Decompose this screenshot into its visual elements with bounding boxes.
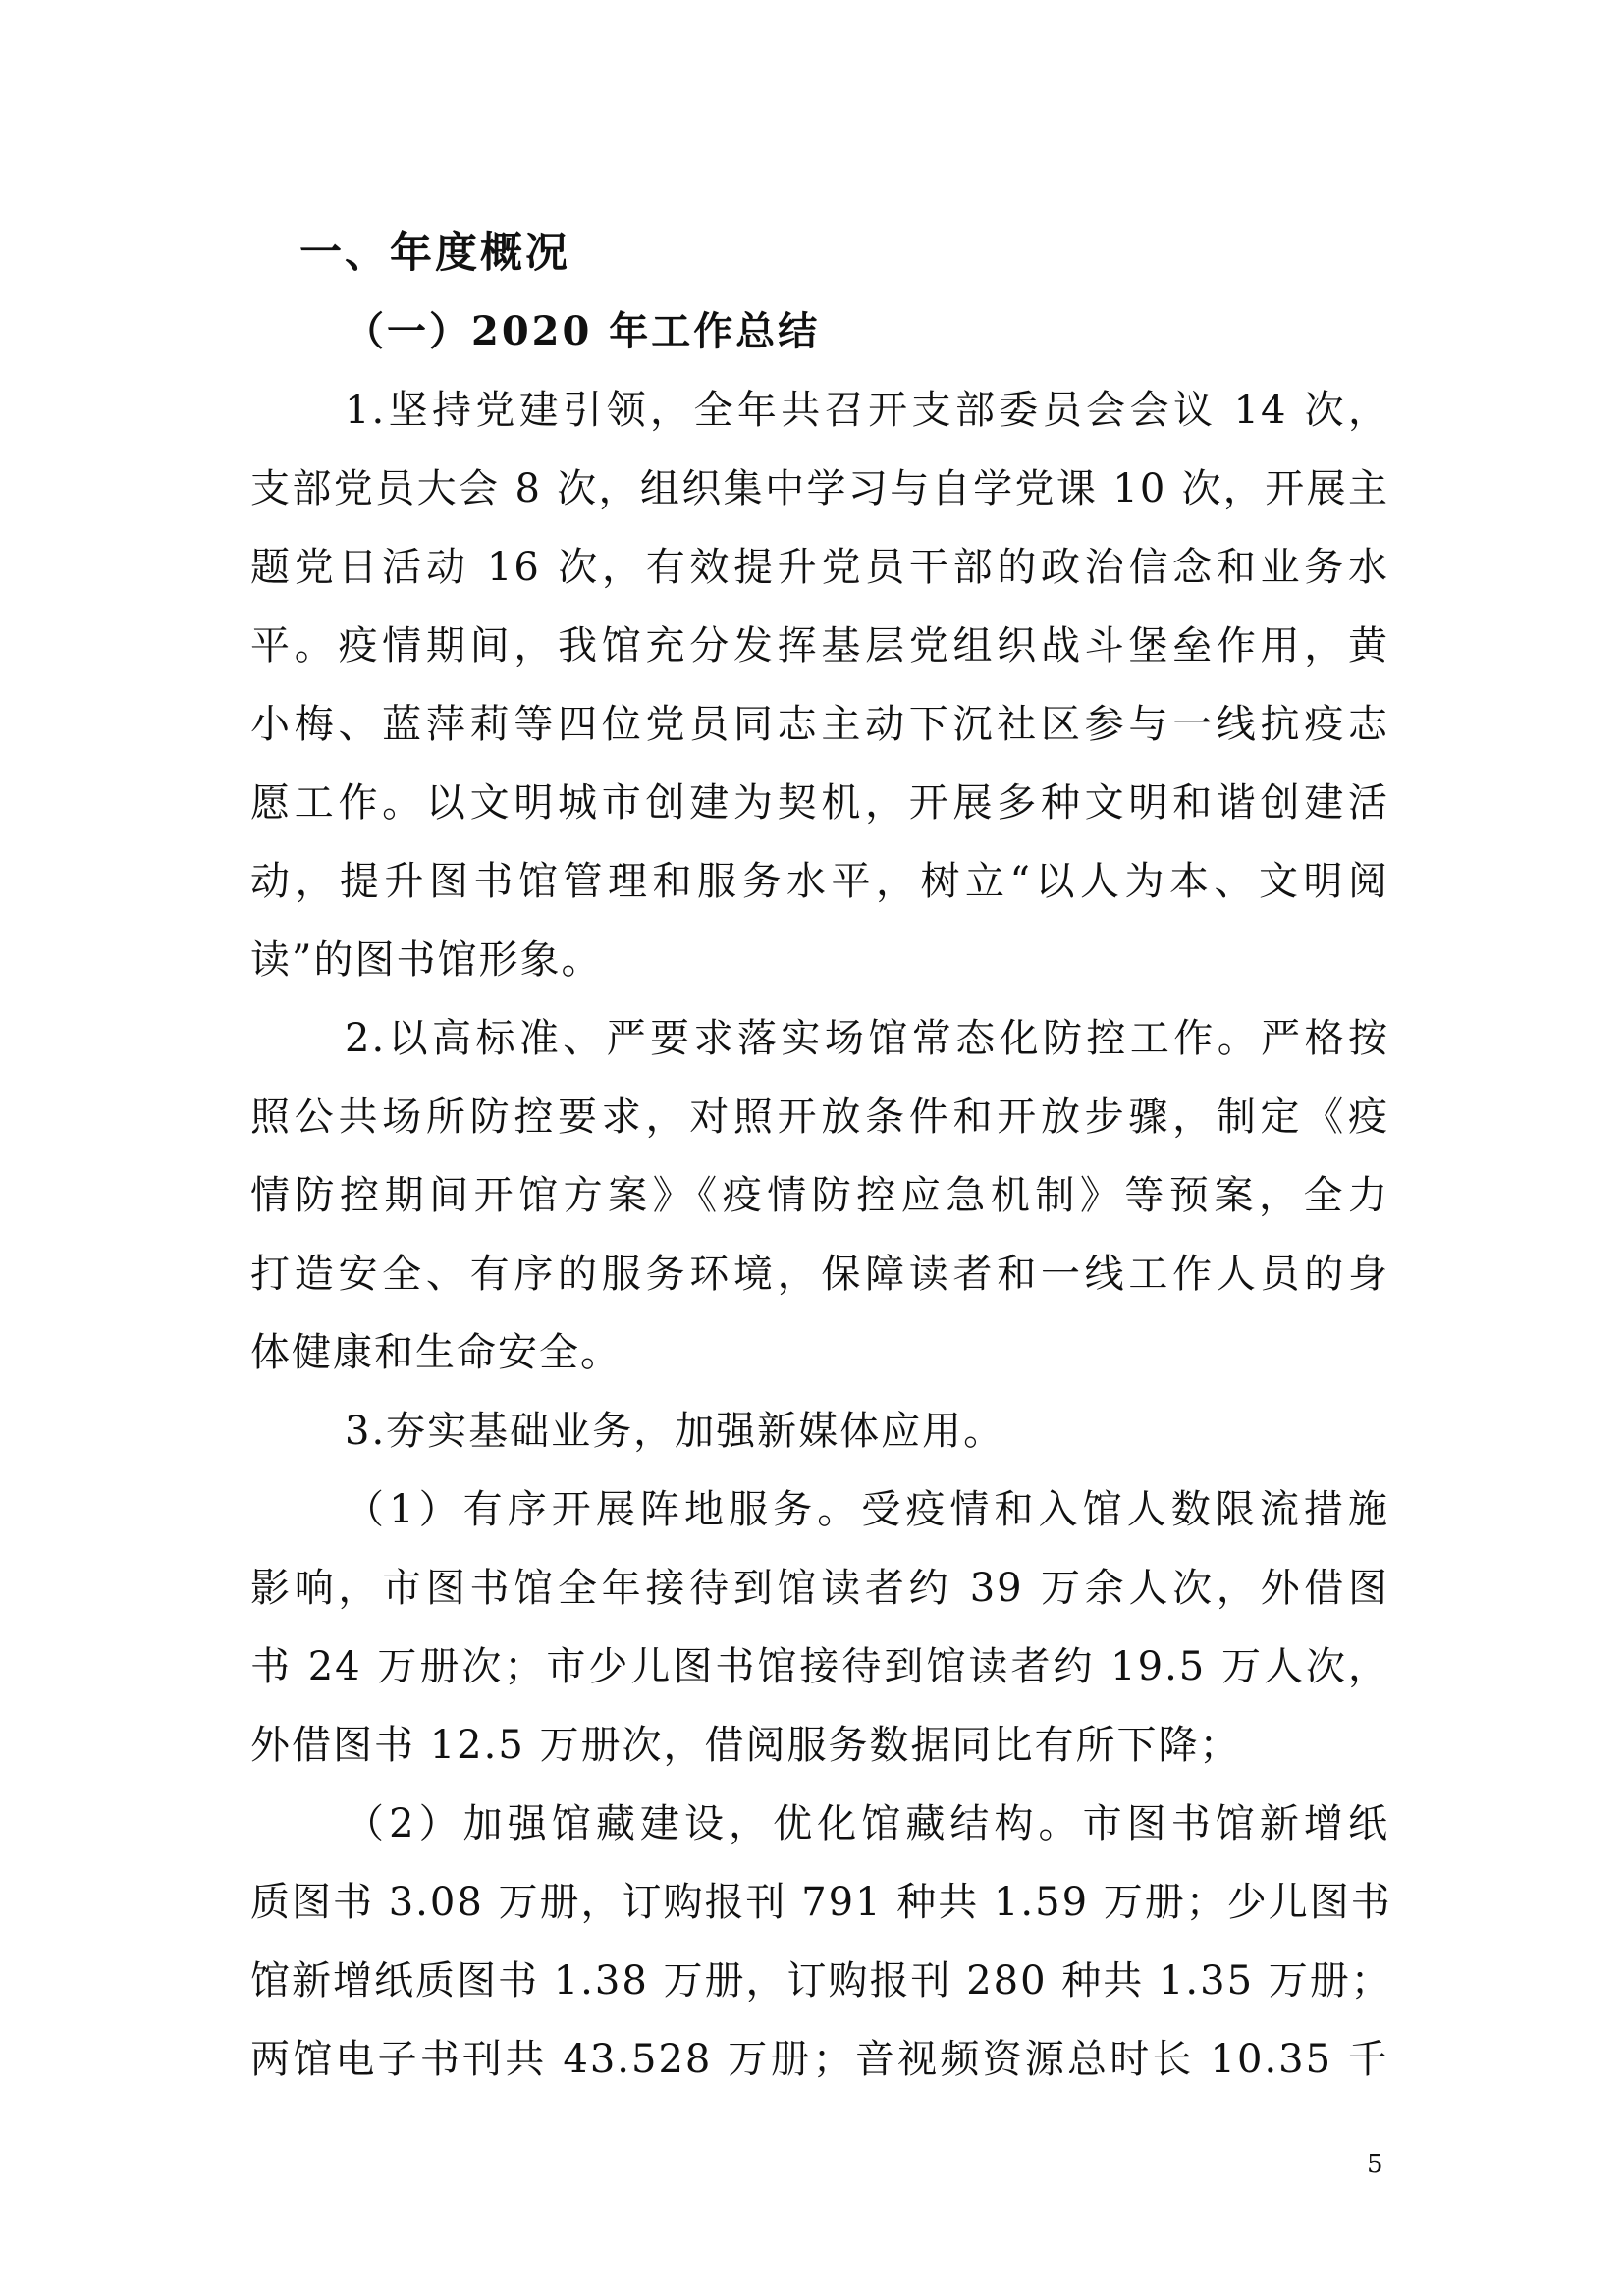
text-line: 2.以高标准、严要求落实场馆常态化防控工作。严格按 xyxy=(345,1016,1389,1061)
text-line: 书 24 万册次；市少儿图书馆接待到馆读者约 19.5 万人次， xyxy=(250,1644,1389,1689)
text-line: 影响，市图书馆全年接待到馆读者约 39 万余人次，外借图 xyxy=(250,1566,1389,1611)
paragraph-party-building xyxy=(250,371,1389,999)
text-line: 平。疫情期间，我馆充分发挥基层党组织战斗堡垒作用，黄 xyxy=(250,623,1389,668)
text-line: 3.夯实基础业务，加强新媒体应用。 xyxy=(345,1409,1005,1454)
page-content xyxy=(250,214,1392,2099)
text-line: （2）加强馆藏建设，优化馆藏结构。市图书馆新增纸 xyxy=(345,1801,1389,1846)
text-line: 读”的图书馆形象。 xyxy=(250,937,603,983)
text-line: 情防控期间开馆方案》《疫情防控应急机制》等预案，全力 xyxy=(250,1173,1389,1218)
text-line: 小梅、蓝萍莉等四位党员同志主动下沉社区参与一线抗疫志 xyxy=(250,702,1389,747)
paragraph-epidemic-control xyxy=(250,999,1389,1392)
section-heading: 一、年度概况 xyxy=(299,229,570,278)
subheading: （一）2020 年工作总结 xyxy=(345,308,821,354)
text-line: 动，提升图书馆管理和服务水平，树立“以人为本、文明阅 xyxy=(250,859,1389,904)
text-line: 1.坚持党建引领，全年共召开支部委员会会议 14 次， xyxy=(345,388,1389,433)
text-line: 外借图书 12.5 万册次，借阅服务数据同比有所下降； xyxy=(250,1723,1241,1768)
text-line: 馆新增纸质图书 1.38 万册，订购报刊 280 种共 1.35 万册； xyxy=(250,1958,1392,2003)
text-line: 两馆电子书刊共 43.528 万册；音视频资源总时长 10.35 千 xyxy=(250,2037,1389,2082)
text-line: 照公共场所防控要求，对照开放条件和开放步骤，制定《疫 xyxy=(250,1095,1389,1140)
page-number: 5 xyxy=(1367,2150,1383,2179)
text-line: 题党日活动 16 次，有效提升党员干部的政治信念和业务水 xyxy=(250,545,1389,590)
paragraph-collection-building xyxy=(250,1785,1392,2099)
text-line: 质图书 3.08 万册，订购报刊 791 种共 1.59 万册；少儿图书 xyxy=(250,1880,1392,1925)
paragraph-onsite-service xyxy=(250,1470,1389,1785)
text-line: 打造安全、有序的服务环境，保障读者和一线工作人员的身 xyxy=(250,1252,1389,1297)
text-line: （1）有序开展阵地服务。受疫情和入馆人数限流措施 xyxy=(345,1487,1389,1532)
text-line: 支部党员大会 8 次，组织集中学习与自学党课 10 次，开展主 xyxy=(250,466,1389,511)
paragraph-basic-business xyxy=(250,1392,1389,1470)
text-line: 体健康和生命安全。 xyxy=(250,1330,622,1375)
text-line: 愿工作。以文明城市创建为契机，开展多种文明和谐创建活 xyxy=(250,780,1389,826)
